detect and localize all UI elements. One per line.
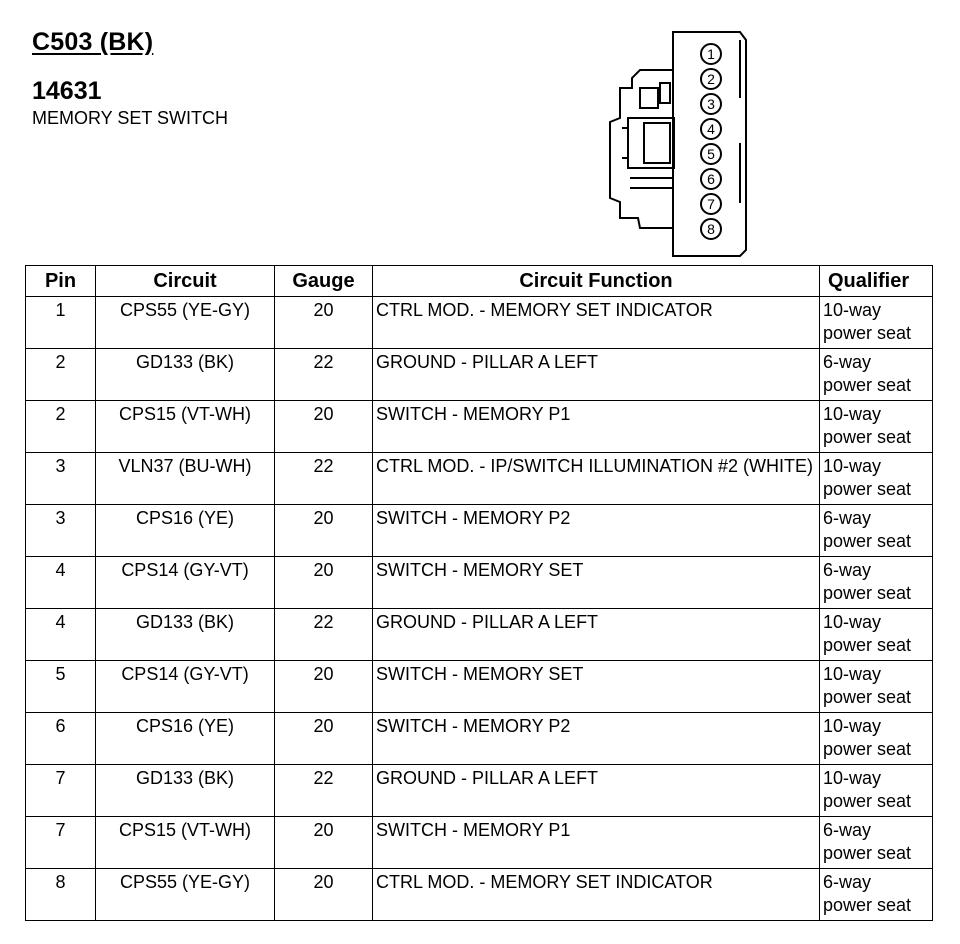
function-cell: CTRL MOD. - MEMORY SET INDICATOR (373, 869, 820, 921)
pin-cell: 1 (26, 297, 96, 349)
table-row (26, 713, 933, 765)
column-header-circuit: Circuit (96, 266, 275, 297)
qualifier-line-1: 10-way (823, 456, 882, 476)
qualifier-line-2: power seat (823, 843, 912, 863)
connector-pin-label: 4 (707, 121, 715, 137)
qualifier-line-1: 10-way (823, 664, 882, 684)
circuit-cell: GD133 (BK) (96, 349, 275, 401)
qualifier-cell (820, 765, 933, 817)
column-header-pin: Pin (26, 266, 96, 297)
gauge-cell: 20 (275, 557, 373, 609)
qualifier-line-2: power seat (823, 583, 912, 603)
qualifier-cell (820, 661, 933, 713)
function-cell: CTRL MOD. - IP/SWITCH ILLUMINATION #2 (WHITE) (373, 453, 820, 505)
qualifier-line-1: 10-way (823, 768, 882, 788)
circuit-cell: CPS14 (GY-VT) (96, 557, 275, 609)
table-row (26, 661, 933, 713)
function-cell: SWITCH - MEMORY SET (373, 557, 820, 609)
pinout-table (25, 265, 933, 921)
table-row (26, 401, 933, 453)
qualifier-line-1: 10-way (823, 612, 882, 632)
qualifier-cell (820, 557, 933, 609)
qualifier-line-1: 6-way (823, 820, 872, 840)
component-description: MEMORY SET SWITCH (32, 108, 229, 128)
circuit-cell: CPS55 (YE-GY) (96, 297, 275, 349)
connector-id: C503 (BK) (32, 28, 154, 56)
qualifier-cell (820, 609, 933, 661)
connector-lock (610, 70, 673, 228)
qualifier-line-2: power seat (823, 479, 912, 499)
pin-cell: 3 (26, 453, 96, 505)
qualifier-cell (820, 349, 933, 401)
table-row (26, 817, 933, 869)
qualifier-line-2: power seat (823, 739, 912, 759)
function-cell: SWITCH - MEMORY P1 (373, 401, 820, 453)
circuit-cell: CPS15 (VT-WH) (96, 817, 275, 869)
connector-pin-label: 7 (707, 196, 715, 212)
circuit-cell: GD133 (BK) (96, 765, 275, 817)
qualifier-line-2: power seat (823, 635, 912, 655)
qualifier-line-1: 10-way (823, 716, 882, 736)
table-row (26, 453, 933, 505)
connector-pin-label: 3 (707, 96, 715, 112)
table-row (26, 297, 933, 349)
connector-pin-label: 6 (707, 171, 715, 187)
pin-cell: 2 (26, 349, 96, 401)
pin-cell: 3 (26, 505, 96, 557)
qualifier-line-2: power seat (823, 427, 912, 447)
qualifier-line-2: power seat (823, 323, 912, 343)
qualifier-cell (820, 401, 933, 453)
pin-cell: 8 (26, 869, 96, 921)
circuit-cell: CPS15 (VT-WH) (96, 401, 275, 453)
gauge-cell: 20 (275, 713, 373, 765)
circuit-cell: GD133 (BK) (96, 609, 275, 661)
qualifier-cell (820, 453, 933, 505)
connector-face-diagram (600, 28, 750, 258)
column-header-gauge: Gauge (275, 266, 373, 297)
table-row (26, 557, 933, 609)
function-cell: GROUND - PILLAR A LEFT (373, 609, 820, 661)
gauge-cell: 20 (275, 297, 373, 349)
column-header-function: Circuit Function (373, 266, 820, 297)
circuit-cell: CPS16 (YE) (96, 713, 275, 765)
connector-pin-label: 8 (707, 221, 715, 237)
qualifier-line-1: 10-way (823, 404, 882, 424)
qualifier-cell (820, 297, 933, 349)
table-row (26, 349, 933, 401)
pin-cell: 4 (26, 609, 96, 661)
gauge-cell: 20 (275, 817, 373, 869)
connector-pin-label: 5 (707, 146, 715, 162)
function-cell: SWITCH - MEMORY P2 (373, 505, 820, 557)
pin-cell: 4 (26, 557, 96, 609)
connector-pin-label: 1 (707, 46, 715, 62)
function-cell: CTRL MOD. - MEMORY SET INDICATOR (373, 297, 820, 349)
gauge-cell: 20 (275, 505, 373, 557)
pin-cell: 6 (26, 713, 96, 765)
qualifier-line-1: 6-way (823, 508, 872, 528)
pin-cell: 7 (26, 817, 96, 869)
gauge-cell: 22 (275, 453, 373, 505)
circuit-cell: VLN37 (BU-WH) (96, 453, 275, 505)
qualifier-cell (820, 817, 933, 869)
connector-pin-label: 2 (707, 71, 715, 87)
qualifier-line-2: power seat (823, 791, 912, 811)
qualifier-line-2: power seat (823, 531, 912, 551)
qualifier-cell (820, 869, 933, 921)
table-header-row (26, 266, 933, 297)
function-cell: GROUND - PILLAR A LEFT (373, 765, 820, 817)
table-row (26, 505, 933, 557)
qualifier-line-1: 6-way (823, 352, 872, 372)
connector-pins (701, 44, 721, 239)
qualifier-cell (820, 505, 933, 557)
qualifier-line-2: power seat (823, 895, 912, 915)
circuit-cell: CPS14 (GY-VT) (96, 661, 275, 713)
qualifier-cell (820, 713, 933, 765)
gauge-cell: 20 (275, 401, 373, 453)
table-row (26, 609, 933, 661)
gauge-cell: 22 (275, 765, 373, 817)
function-cell: SWITCH - MEMORY P1 (373, 817, 820, 869)
pin-cell: 5 (26, 661, 96, 713)
table-row (26, 765, 933, 817)
function-cell: SWITCH - MEMORY SET (373, 661, 820, 713)
pin-cell: 2 (26, 401, 96, 453)
function-cell: SWITCH - MEMORY P2 (373, 713, 820, 765)
table-row (26, 869, 933, 921)
gauge-cell: 22 (275, 349, 373, 401)
qualifier-line-1: 6-way (823, 560, 872, 580)
qualifier-line-2: power seat (823, 687, 912, 707)
pin-cell: 7 (26, 765, 96, 817)
qualifier-line-1: 6-way (823, 872, 872, 892)
qualifier-line-2: power seat (823, 375, 912, 395)
column-header-qualifier: Qualifier (820, 266, 933, 297)
function-cell: GROUND - PILLAR A LEFT (373, 349, 820, 401)
qualifier-line-1: 10-way (823, 300, 882, 320)
gauge-cell: 22 (275, 609, 373, 661)
part-number: 14631 (32, 77, 102, 105)
gauge-cell: 20 (275, 661, 373, 713)
gauge-cell: 20 (275, 869, 373, 921)
circuit-cell: CPS16 (YE) (96, 505, 275, 557)
circuit-cell: CPS55 (YE-GY) (96, 869, 275, 921)
